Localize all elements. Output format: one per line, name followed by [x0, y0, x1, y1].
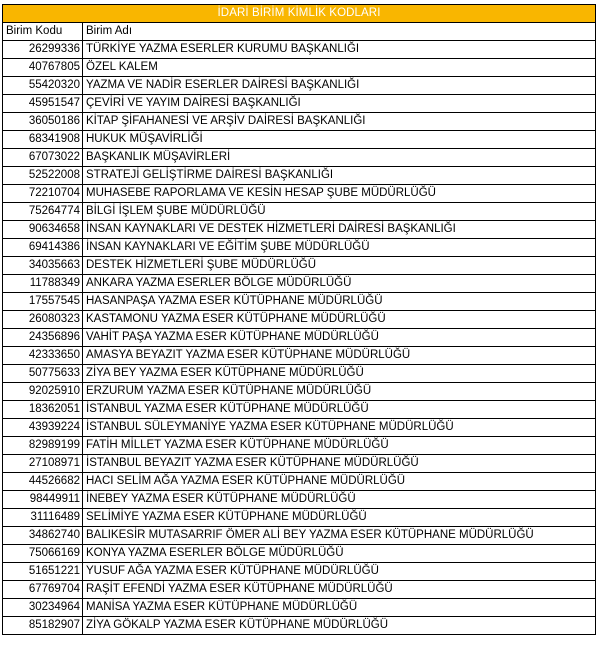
unit-name-cell[interactable]: MUHASEBE RAPORLAMA VE KESİN HESAP ŞUBE MÜDÜRLÜĞÜ	[83, 185, 596, 203]
unit-code-cell[interactable]: 26299336	[3, 41, 83, 59]
unit-name-cell[interactable]: HUKUK MÜŞAVİRLİĞİ	[83, 131, 596, 149]
table-row	[3, 41, 596, 59]
table-row	[3, 437, 596, 455]
table-row	[3, 455, 596, 473]
unit-name-cell[interactable]: ZİYA BEY YAZMA ESER KÜTÜPHANE MÜDÜRLÜĞÜ	[83, 365, 596, 383]
unit-name-cell[interactable]: MANİSA YAZMA ESER KÜTÜPHANE MÜDÜRLÜĞÜ	[83, 599, 596, 617]
unit-name-cell[interactable]: İSTANBUL BEYAZIT YAZMA ESER KÜTÜPHANE MÜDÜRLÜĞÜ	[83, 455, 596, 473]
unit-name-cell[interactable]: ÇEVİRİ VE YAYIM DAİRESİ BAŞKANLIĞI	[83, 95, 596, 113]
unit-name-cell[interactable]: HACI SELİM AĞA YAZMA ESER KÜTÜPHANE MÜDÜRLÜĞÜ	[83, 473, 596, 491]
unit-code-cell[interactable]: 51651221	[3, 563, 83, 581]
unit-code-cell[interactable]: 18362051	[3, 401, 83, 419]
unit-name-cell[interactable]: STRATEJİ GELİŞTİRME DAİRESİ BAŞKANLIĞI	[83, 167, 596, 185]
table-row	[3, 581, 596, 599]
table-row	[3, 527, 596, 545]
unit-codes-table	[2, 4, 596, 635]
table-row	[3, 419, 596, 437]
unit-code-cell[interactable]: 42333650	[3, 347, 83, 365]
table-row	[3, 239, 596, 257]
table-row	[3, 617, 596, 635]
table-row	[3, 149, 596, 167]
unit-name-cell[interactable]: RAŞİT EFENDİ YAZMA ESER KÜTÜPHANE MÜDÜRLÜĞÜ	[83, 581, 596, 599]
unit-code-cell[interactable]: 67073022	[3, 149, 83, 167]
table-row	[3, 491, 596, 509]
table-row	[3, 401, 596, 419]
unit-code-cell[interactable]: 45951547	[3, 95, 83, 113]
table-row	[3, 77, 596, 95]
table-row	[3, 347, 596, 365]
unit-code-cell[interactable]: 50775633	[3, 365, 83, 383]
table-row	[3, 545, 596, 563]
unit-code-cell[interactable]: 24356896	[3, 329, 83, 347]
unit-code-cell[interactable]: 30234964	[3, 599, 83, 617]
unit-name-cell[interactable]: İNSAN KAYNAKLARI VE DESTEK HİZMETLERİ DAİRESİ BAŞKANLIĞI	[83, 221, 596, 239]
table-row	[3, 275, 596, 293]
unit-code-cell[interactable]: 34862740	[3, 527, 83, 545]
unit-code-cell[interactable]: 11788349	[3, 275, 83, 293]
table-row	[3, 221, 596, 239]
unit-code-cell[interactable]: 90634658	[3, 221, 83, 239]
table-row	[3, 203, 596, 221]
unit-name-cell[interactable]: DESTEK HİZMETLERİ ŞUBE MÜDÜRLÜĞÜ	[83, 257, 596, 275]
unit-name-cell[interactable]: SELİMİYE YAZMA ESER KÜTÜPHANE MÜDÜRLÜĞÜ	[83, 509, 596, 527]
unit-name-cell[interactable]: BAŞKANLIK MÜŞAVİRLERİ	[83, 149, 596, 167]
unit-name-cell[interactable]: TÜRKİYE YAZMA ESERLER KURUMU BAŞKANLIĞI	[83, 41, 596, 59]
unit-code-cell[interactable]: 31116489	[3, 509, 83, 527]
unit-code-cell[interactable]: 34035663	[3, 257, 83, 275]
table-row	[3, 59, 596, 77]
column-header-name[interactable]: Birim Adı	[83, 23, 596, 41]
table-row	[3, 599, 596, 617]
unit-name-cell[interactable]: VAHİT PAŞA YAZMA ESER KÜTÜPHANE MÜDÜRLÜĞÜ	[83, 329, 596, 347]
unit-code-cell[interactable]: 68341908	[3, 131, 83, 149]
unit-code-cell[interactable]: 69414386	[3, 239, 83, 257]
unit-code-cell[interactable]: 36050186	[3, 113, 83, 131]
unit-name-cell[interactable]: KİTAP ŞİFAHANESİ VE ARŞİV DAİRESİ BAŞKANLIĞI	[83, 113, 596, 131]
table-row	[3, 257, 596, 275]
unit-code-cell[interactable]: 52522008	[3, 167, 83, 185]
unit-name-cell[interactable]: ANKARA YAZMA ESERLER BÖLGE MÜDÜRLÜĞÜ	[83, 275, 596, 293]
unit-name-cell[interactable]: ÖZEL KALEM	[83, 59, 596, 77]
unit-code-cell[interactable]: 98449911	[3, 491, 83, 509]
spreadsheet-sheet	[2, 4, 595, 635]
table-row	[3, 365, 596, 383]
table-row	[3, 95, 596, 113]
unit-code-cell[interactable]: 17557545	[3, 293, 83, 311]
table-row	[3, 113, 596, 131]
table-row	[3, 131, 596, 149]
unit-name-cell[interactable]: KONYA YAZMA ESERLER BÖLGE MÜDÜRLÜĞÜ	[83, 545, 596, 563]
unit-code-cell[interactable]: 40767805	[3, 59, 83, 77]
unit-code-cell[interactable]: 55420320	[3, 77, 83, 95]
unit-code-cell[interactable]: 85182907	[3, 617, 83, 635]
table-row	[3, 329, 596, 347]
unit-name-cell[interactable]: İSTANBUL SÜLEYMANİYE YAZMA ESER KÜTÜPHANE MÜDÜRLÜĞÜ	[83, 419, 596, 437]
unit-code-cell[interactable]: 43939224	[3, 419, 83, 437]
table-row	[3, 311, 596, 329]
unit-code-cell[interactable]: 44526682	[3, 473, 83, 491]
unit-name-cell[interactable]: BİLGİ İŞLEM ŞUBE MÜDÜRLÜĞÜ	[83, 203, 596, 221]
unit-code-cell[interactable]: 72210704	[3, 185, 83, 203]
table-row	[3, 473, 596, 491]
unit-name-cell[interactable]: BALIKESİR MUTASARRIF ÖMER ALİ BEY YAZMA ESER KÜTÜPHANE MÜDÜRLÜĞÜ	[83, 527, 596, 545]
unit-name-cell[interactable]: İNSAN KAYNAKLARI VE EĞİTİM ŞUBE MÜDÜRLÜĞÜ	[83, 239, 596, 257]
unit-code-cell[interactable]: 75066169	[3, 545, 83, 563]
column-header-code[interactable]: Birim Kodu	[3, 23, 83, 41]
table-row	[3, 185, 596, 203]
table-title[interactable]: İDARİ BİRİM KİMLİK KODLARI	[3, 5, 596, 23]
table-body	[3, 41, 596, 635]
table-row	[3, 383, 596, 401]
unit-name-cell[interactable]: AMASYA BEYAZIT YAZMA ESER KÜTÜPHANE MÜDÜRLÜĞÜ	[83, 347, 596, 365]
unit-code-cell[interactable]: 75264774	[3, 203, 83, 221]
unit-name-cell[interactable]: YUSUF AĞA YAZMA ESER KÜTÜPHANE MÜDÜRLÜĞÜ	[83, 563, 596, 581]
unit-code-cell[interactable]: 26080323	[3, 311, 83, 329]
unit-code-cell[interactable]: 27108971	[3, 455, 83, 473]
table-row	[3, 563, 596, 581]
unit-name-cell[interactable]: ERZURUM YAZMA ESER KÜTÜPHANE MÜDÜRLÜĞÜ	[83, 383, 596, 401]
table-row	[3, 167, 596, 185]
unit-name-cell[interactable]: İNEBEY YAZMA ESER KÜTÜPHANE MÜDÜRLÜĞÜ	[83, 491, 596, 509]
unit-name-cell[interactable]: YAZMA VE NADİR ESERLER DAİRESİ BAŞKANLIĞI	[83, 77, 596, 95]
unit-code-cell[interactable]: 67769704	[3, 581, 83, 599]
unit-name-cell[interactable]: ZİYA GÖKALP YAZMA ESER KÜTÜPHANE MÜDÜRLÜĞÜ	[83, 617, 596, 635]
unit-name-cell[interactable]: HASANPAŞA YAZMA ESER KÜTÜPHANE MÜDÜRLÜĞÜ	[83, 293, 596, 311]
unit-name-cell[interactable]: İSTANBUL YAZMA ESER KÜTÜPHANE MÜDÜRLÜĞÜ	[83, 401, 596, 419]
table-row	[3, 509, 596, 527]
unit-code-cell[interactable]: 82989199	[3, 437, 83, 455]
unit-name-cell[interactable]: FATİH MİLLET YAZMA ESER KÜTÜPHANE MÜDÜRLÜĞÜ	[83, 437, 596, 455]
column-header-row	[3, 23, 596, 41]
unit-code-cell[interactable]: 92025910	[3, 383, 83, 401]
unit-name-cell[interactable]: KASTAMONU YAZMA ESER KÜTÜPHANE MÜDÜRLÜĞÜ	[83, 311, 596, 329]
table-row	[3, 293, 596, 311]
